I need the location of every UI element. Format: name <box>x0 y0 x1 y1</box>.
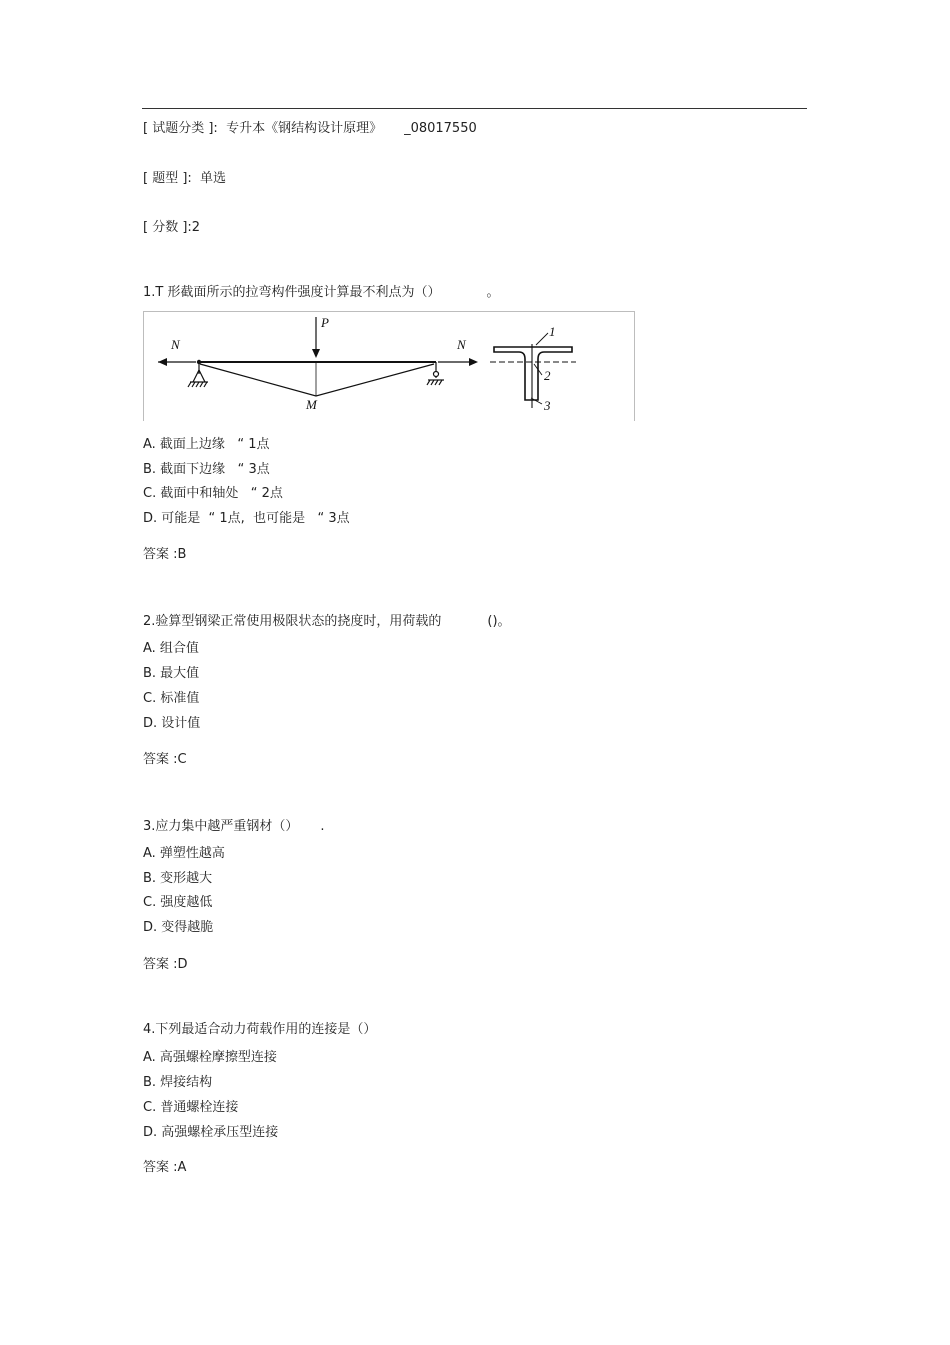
question-3-suffix: . <box>320 819 325 834</box>
question-type-line: [ 题型 ]: 单选 <box>143 171 227 186</box>
left-arrow-head <box>158 358 167 366</box>
q3-option-b: B. 变形越大 <box>143 871 213 886</box>
q4-answer: 答案 :A <box>143 1160 187 1175</box>
label-point-1: 1 <box>549 324 556 339</box>
question-2-suffix: ()。 <box>487 614 511 629</box>
question-4-text: 4.下列最适合动力荷载作用的连接是（） <box>143 1022 377 1037</box>
q2-answer: 答案 :C <box>143 752 187 767</box>
q4-option-a: A. 高强螺栓摩擦型连接 <box>143 1050 277 1065</box>
q4-option-d: D. 高强螺栓承压型连接 <box>143 1125 279 1140</box>
q3-option-c: C. 强度越低 <box>143 895 213 910</box>
category-code: _08017550 <box>404 121 477 136</box>
q1-answer: 答案 :B <box>143 547 187 562</box>
label-left-n: N <box>171 337 180 352</box>
q2-option-b: B. 最大值 <box>143 666 200 681</box>
label-p: P <box>321 315 329 330</box>
label-point-3: 3 <box>544 398 551 413</box>
right-arrow-head <box>469 358 478 366</box>
question-1-suffix: 。 <box>486 285 500 300</box>
point-1-leader <box>536 333 548 345</box>
q3-answer: 答案 :D <box>143 957 188 972</box>
q4-option-b: B. 焊接结构 <box>143 1075 213 1090</box>
category-line <box>143 121 477 137</box>
question-2-text: 2.验算型钢梁正常使用极限状态的挠度时，用荷载的 <box>143 614 442 629</box>
q2-option-c: C. 标准值 <box>143 691 200 706</box>
point-3-leader <box>531 398 542 404</box>
moment-diagram <box>200 364 434 396</box>
beam-diagram-figure <box>143 311 635 421</box>
q1-option-c: C. 截面中和轴处 “ 2点 <box>143 486 283 501</box>
top-rule <box>142 108 807 109</box>
label-point-2: 2 <box>544 368 551 383</box>
category-value: 专升本《钢结构设计原理》 <box>226 121 383 136</box>
question-4-stem <box>143 1022 376 1038</box>
question-1-text: 1.T 形截面所示的拉弯构件强度计算最不利点为（） <box>143 285 441 300</box>
question-3-stem <box>143 819 325 835</box>
q1-option-b: B. 截面下边缘 “ 3点 <box>143 462 270 477</box>
label-right-n: N <box>457 337 466 352</box>
q2-option-a: A. 组合值 <box>143 641 199 656</box>
score-line: [ 分数 ]:2 <box>143 220 201 235</box>
q3-option-a: A. 弹塑性越高 <box>143 846 225 861</box>
q1-option-d: D. 可能是 “ 1点, 也可能是 “ 3点 <box>143 511 350 526</box>
q1-option-a: A. 截面上边缘 “ 1点 <box>143 437 270 452</box>
load-arrow-head <box>312 349 320 358</box>
label-m: M <box>306 397 317 412</box>
q2-option-d: D. 设计值 <box>143 716 201 731</box>
question-3-text: 3.应力集中越严重钢材（） <box>143 819 299 834</box>
t-section <box>494 347 572 400</box>
category-label: [ 试题分类 ]: <box>143 121 218 136</box>
q3-option-d: D. 变得越脆 <box>143 920 214 935</box>
q4-option-c: C. 普通螺栓连接 <box>143 1100 239 1115</box>
question-2-stem <box>143 614 511 630</box>
beam-diagram <box>144 312 634 422</box>
question-1-stem <box>143 285 500 301</box>
